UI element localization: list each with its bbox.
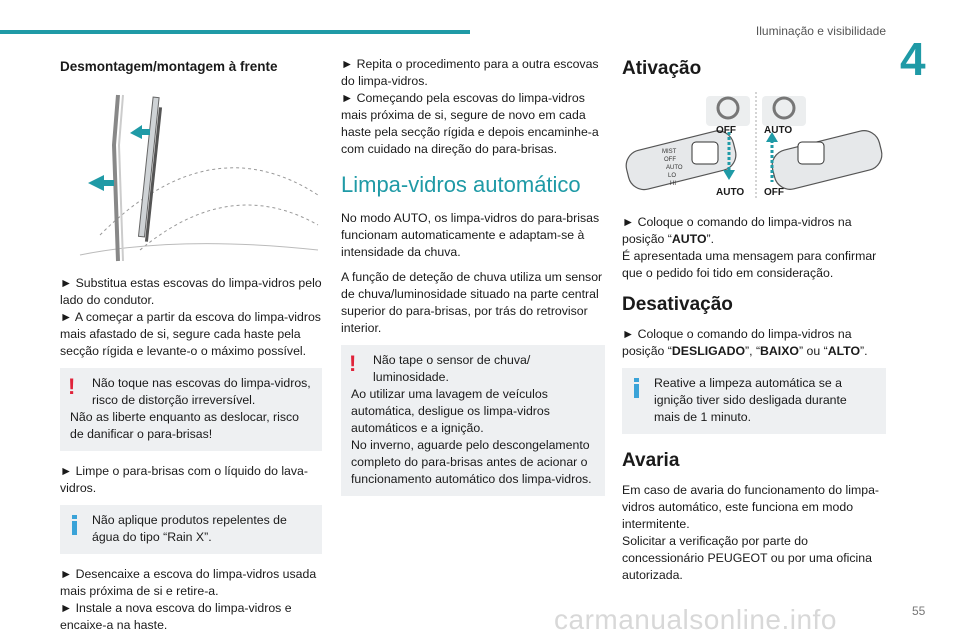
section-heading-removal: Desmontagem/montagem à frente <box>60 59 278 74</box>
label-off-bottom: OFF <box>764 187 784 198</box>
chapter-number: 4 <box>900 33 926 85</box>
info-icon <box>68 513 82 537</box>
stalk-label-auto: AUTO <box>666 165 683 171</box>
warning-note-2: ! Não tape o sensor de chuva/ luminosidade. Ao utilizar uma lavagem de veículos automática, desligue os limpa-vidros automáticos e a ignição. No inverno, aguarde pelo descongelamento completo do para-brisas antes de acionar o funcionamento automático dos limpa-vidros. <box>341 345 605 496</box>
column-2 <box>341 56 605 508</box>
section-heading-auto-wipers: Limpa-vidros automático <box>341 172 581 197</box>
instruction-7: ► Começando pela escovas do limpa-vidros mais próxima de si, segure de novo em cada haste pela secção rígida e depois encaminhe-a com cuidado na direção do para-brisas. <box>341 91 599 156</box>
stalk-label-hi: HI <box>670 181 676 187</box>
stalk-label-mist: MIST <box>662 149 677 155</box>
warning-exclamation-icon: ! <box>68 374 76 399</box>
label-off-top: OFF <box>716 125 736 136</box>
instruction-4: ► Desencaixe a escova do limpa-vidros usada mais próxima de si e retire-a. <box>60 567 317 598</box>
header-accent-bar <box>0 30 470 34</box>
instruction-2: ► A começar a partir da escova do limpa-vidros mais afastado de si, segure cada haste pela secção rígida e levante-o o máximo possível. <box>60 310 321 358</box>
label-auto-bottom: AUTO <box>716 187 745 198</box>
stalk-label-off: OFF <box>664 157 676 163</box>
section-heading-activation: Ativação <box>622 58 702 79</box>
instruction-3: ► Limpe o para-brisas com o líquido do lava-vidros. <box>60 464 308 495</box>
label-auto-top: AUTO <box>764 125 793 136</box>
watermark: carmanualsonline.info <box>554 604 837 635</box>
info-icon <box>630 376 644 400</box>
rain-sensor-description: A função de deteção de chuva utiliza um sensor de chuva/luminosidade situado na parte central superior do para-brisas, por trás do retrovisor interior. <box>341 270 603 335</box>
page-number: 55 <box>912 604 926 618</box>
wiper-removal-illustration <box>60 85 322 263</box>
instruction-5: ► Instale a nova escova do limpa-vidros e encaixe-a na haste. <box>60 601 292 632</box>
instruction-6: ► Repita o procedimento para a outra escovas do limpa-vidros. <box>341 57 599 88</box>
stalk-label-lo: LO <box>668 173 677 179</box>
fault-description: Em caso de avaria do funcionamento do limpa-vidros automático, este funciona em modo intermitente. <box>622 483 880 531</box>
section-heading-fault: Avaria <box>622 450 680 471</box>
fault-action: Solicitar a verificação por parte do concessionário PEUGEOT ou por uma oficina autorizada. <box>622 534 872 582</box>
info-note-2: Reative a limpeza automática se a ignição tiver sido desligada durante mais de 1 minuto. <box>622 368 886 434</box>
warning-exclamation-icon: ! <box>349 351 357 376</box>
wiper-stalk-illustration <box>622 90 886 200</box>
info-note-1: Não aplique produtos repelentes de água do tipo “Rain X”. <box>60 505 322 554</box>
auto-mode-description: No modo AUTO, os limpa-vidros do para-brisas funcionam automaticamente e adaptam-se à intensidade da chuva. <box>341 211 600 259</box>
instruction-1: ► Substitua estas escovas do limpa-vidros pelo lado do condutor. <box>60 276 322 307</box>
chapter-title: Iluminação e visibilidade <box>755 24 886 38</box>
deactivation-instruction: ► Coloque o comando do limpa-vidros na posição “DESLIGADO”, “BAIXO” ou “ALTO”. <box>622 327 868 358</box>
column-1 <box>60 56 322 640</box>
section-heading-deactivation: Desativação <box>622 294 733 315</box>
warning-note-1: ! Não toque nas escovas do limpa-vidros, risco de distorção irreversível. Não as liberte enquanto as deslocar, risco de danificar o para-brisas! <box>60 368 322 451</box>
column-3 <box>622 56 886 584</box>
activation-instruction: ► Coloque o comando do limpa-vidros na posição “AUTO”. É apresentada uma mensagem para confirmar que o pedido foi tido em consideração. <box>622 215 877 280</box>
